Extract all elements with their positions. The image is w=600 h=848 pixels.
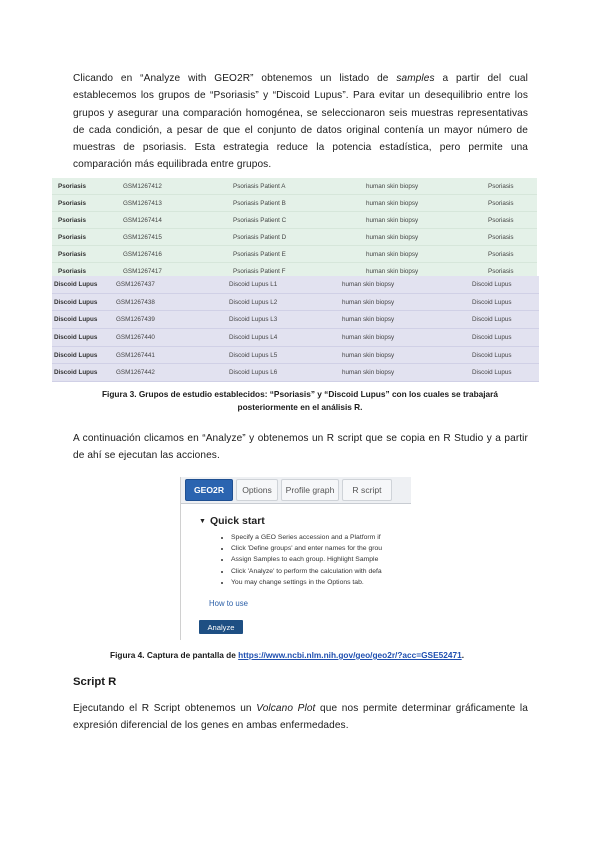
- table-cell: Psoriasis: [488, 216, 514, 224]
- table-row[interactable]: [52, 229, 537, 246]
- list-item: • Specify a GEO Series accession and a Platform if: [231, 532, 411, 543]
- table-cell: Psoriasis: [488, 199, 514, 207]
- table-cell: GSM1267415: [123, 233, 162, 241]
- how-to-use-link[interactable]: How to use: [209, 599, 249, 608]
- table-row[interactable]: [52, 294, 539, 312]
- table-cell: Psoriasis: [58, 233, 87, 241]
- table-cell: GSM1267440: [116, 333, 155, 341]
- table-cell: Discoid Lupus L4: [229, 333, 278, 341]
- table-cell: Discoid Lupus L2: [229, 298, 278, 306]
- table-cell: Psoriasis: [58, 182, 87, 190]
- table-cell: human skin biopsy: [342, 333, 395, 341]
- figure3-caption: Figura 3. Grupos de estudio establecidos: “Psoriasis” y “Discoid Lupus” con los cuales se trabajará posteriormente en el análisis R.: [101, 389, 499, 412]
- table-cell: Discoid Lupus: [54, 369, 98, 377]
- table-cell: human skin biopsy: [342, 351, 395, 359]
- geo2r-screenshot: [180, 477, 411, 640]
- analyze-paragraph: A continuación clicamos en “Analyze” y obtenemos un R script que se copia en R Studio y a partir de ahí se ejecutan las acciones.: [73, 433, 528, 462]
- table-cell: Discoid Lupus: [54, 280, 98, 288]
- table-cell: Discoid Lupus: [472, 316, 512, 324]
- table-row[interactable]: [52, 276, 539, 294]
- table-cell: Psoriasis Patient B: [233, 199, 286, 207]
- table-cell: GSM1267417: [123, 268, 162, 276]
- table-cell: Psoriasis Patient D: [233, 233, 287, 241]
- table-cell: Psoriasis Patient C: [233, 216, 287, 224]
- table-cell: GSM1267412: [123, 182, 162, 190]
- table-cell: GSM1267416: [123, 250, 162, 258]
- lupus-samples-table: [52, 276, 539, 382]
- table-cell: GSM1267442: [116, 369, 155, 377]
- table-cell: Discoid Lupus: [54, 316, 98, 324]
- list-item: • Click 'Analyze' to perform the calculation with defa: [231, 566, 411, 577]
- table-cell: Discoid Lupus L1: [229, 280, 278, 288]
- table-cell: Psoriasis Patient F: [233, 268, 286, 276]
- table-cell: human skin biopsy: [366, 233, 419, 241]
- table-cell: Psoriasis: [58, 250, 87, 258]
- tab-options[interactable]: Options: [236, 479, 278, 501]
- list-item: • You may change settings in the Options tab.: [231, 577, 411, 588]
- list-item: • Assign Samples to each group. Highlight Sample: [231, 554, 411, 565]
- table-cell: human skin biopsy: [342, 369, 395, 377]
- table-cell: Discoid Lupus L5: [229, 351, 278, 359]
- table-cell: Discoid Lupus: [54, 351, 98, 359]
- table-cell: human skin biopsy: [366, 199, 419, 207]
- table-row[interactable]: [52, 212, 537, 229]
- table-cell: Psoriasis: [58, 268, 87, 276]
- table-cell: Discoid Lupus: [54, 298, 98, 306]
- table-cell: Psoriasis: [488, 233, 514, 241]
- figure4-caption: Figura 4. Captura de pantalla de https://www.ncbi.nlm.nih.gov/geo/geo2r/?acc=GSE52471.: [110, 650, 465, 660]
- table-cell: human skin biopsy: [366, 182, 419, 190]
- table-cell: Discoid Lupus: [472, 333, 512, 341]
- table-row[interactable]: [52, 364, 539, 382]
- table-row[interactable]: [52, 329, 539, 347]
- analyze-button[interactable]: Analyze: [199, 620, 243, 634]
- table-cell: Psoriasis: [58, 199, 87, 207]
- list-item: • Click 'Define groups' and enter names for the grou: [231, 543, 411, 554]
- table-cell: Discoid Lupus: [472, 351, 512, 359]
- table-cell: Discoid Lupus: [472, 298, 512, 306]
- triangle-down-icon: ▼: [199, 517, 206, 525]
- table-cell: GSM1267441: [116, 351, 155, 359]
- table-cell: GSM1267414: [123, 216, 162, 224]
- table-cell: Psoriasis: [488, 182, 514, 190]
- table-row[interactable]: [52, 311, 539, 329]
- script-paragraph: Ejecutando el R Script obtenemos un Volcano Plot que nos permite determinar gráficamente la expresión diferencial de los genes en ambas enfermedades.: [73, 703, 528, 732]
- table-row[interactable]: [52, 246, 537, 263]
- tab-profile-graph[interactable]: Profile graph: [281, 479, 339, 501]
- table-cell: human skin biopsy: [342, 298, 395, 306]
- tab-r-script[interactable]: R script: [342, 479, 392, 501]
- table-cell: Discoid Lupus: [472, 280, 512, 288]
- table-cell: Discoid Lupus L3: [229, 316, 278, 324]
- table-row[interactable]: [52, 195, 537, 212]
- table-cell: GSM1267438: [116, 298, 155, 306]
- geo2r-tabbar: [181, 477, 411, 504]
- table-cell: human skin biopsy: [342, 316, 395, 324]
- table-cell: GSM1267413: [123, 199, 162, 207]
- geo2r-url-link[interactable]: https://www.ncbi.nlm.nih.gov/geo/geo2r/?acc=GSE52471: [238, 650, 462, 660]
- table-cell: Psoriasis Patient A: [233, 182, 286, 190]
- table-cell: human skin biopsy: [366, 268, 419, 276]
- section-heading: Script R: [73, 676, 117, 688]
- table-cell: Discoid Lupus L6: [229, 369, 278, 377]
- table-row[interactable]: [52, 178, 537, 195]
- table-cell: Psoriasis Patient E: [233, 250, 286, 258]
- table-cell: GSM1267439: [116, 316, 155, 324]
- table-cell: Discoid Lupus: [472, 369, 512, 377]
- quick-start-heading[interactable]: ▼ Quick start: [199, 515, 265, 527]
- table-cell: human skin biopsy: [366, 250, 419, 258]
- quick-start-steps: [219, 532, 411, 588]
- psoriasis-samples-table: [52, 178, 537, 281]
- table-cell: Psoriasis: [488, 250, 514, 258]
- intro-paragraph: Clicando en “Analyze with GEO2R” obtenemos un listado de samples a partir del cual establecemos los grupos de “Psoriasis” y “Discoid Lupus”. Para evitar un desequilibrio entre los grupos y asegurar una comparación homogénea, se seleccionaron seis muestras representativas de cada condición, a pesar de que el conjunto de datos original contenía un mayor número de muestras de psoriasis. Esta estrategia reduce la potencia estadística, pero permite una comparación más equilibrada entre grupos.: [73, 73, 528, 171]
- table-cell: GSM1267437: [116, 280, 155, 288]
- tab-geo2r[interactable]: GEO2R: [185, 479, 233, 501]
- table-cell: Psoriasis: [488, 268, 514, 276]
- table-cell: human skin biopsy: [366, 216, 419, 224]
- table-row[interactable]: [52, 347, 539, 365]
- table-cell: human skin biopsy: [342, 280, 395, 288]
- table-cell: Discoid Lupus: [54, 333, 98, 341]
- table-cell: Psoriasis: [58, 216, 87, 224]
